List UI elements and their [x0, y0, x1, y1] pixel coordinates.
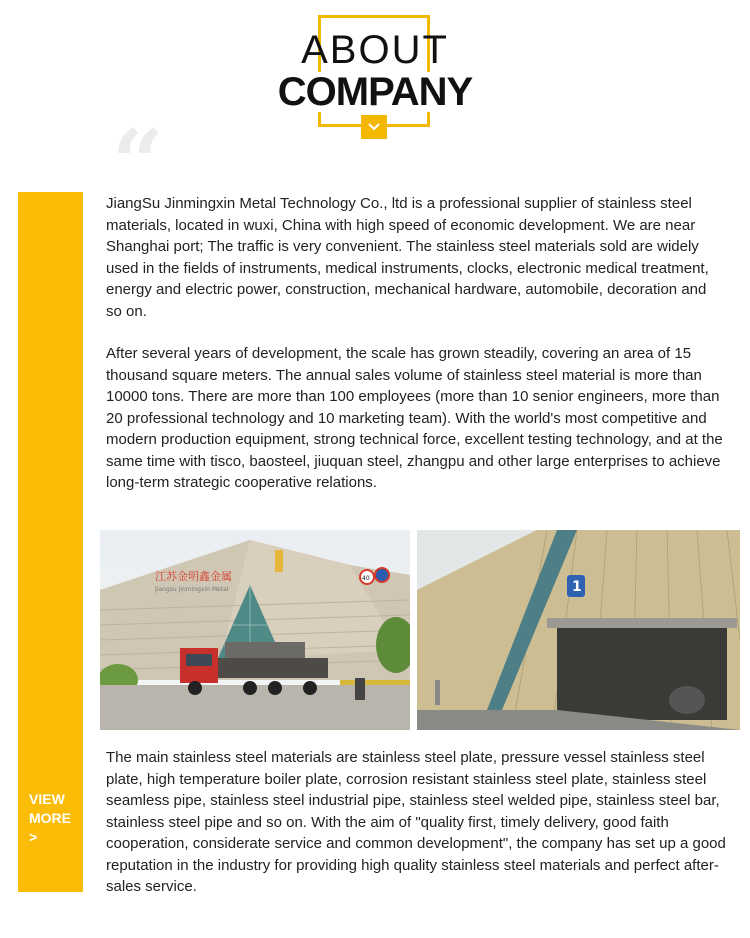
intro-paragraph: JiangSu Jinmingxin Metal Technology Co., ltd is a professional supplier of stainless steel materials, located in wuxi, China with high speed of economic development. We are near Shanghai port; The traffic is very convenient. The stainless steel materials sold are widely used in the fields of instruments, medical instruments, clocks, electronic medical treatment, energy and electric power, construction, mechanical hardware, automobile, decoration and so on.	[106, 195, 709, 320]
view-more-label-1: VIEW	[29, 791, 65, 807]
heading-about: ABOUT	[301, 28, 449, 72]
view-more-arrow: >	[29, 829, 38, 845]
products-paragraph: The main stainless steel materials are stainless steel plate, pressure vessel stainless steel plate, high temperature boiler plate, corrosion resistant stainless steel plate, stainless steel seamless pipe, stainless steel industrial pipe, stainless steel welded pipe, stainless steel bar, stainless steel pipe and so on. With the aim of "quality first, timely delivery, good faith cooperation, considerate service and common development", the company has set up a good reputation in the industry for providing high quality stainless steel materials and perfect after-sales service.	[106, 749, 726, 895]
side-accent-bar	[18, 192, 83, 892]
photo-door-number: 1	[572, 579, 582, 595]
photo-sign-cn: 江苏金明鑫金属	[155, 570, 232, 583]
heading-company: COMPANY	[277, 70, 473, 114]
photo-speed-sign: 40	[362, 575, 370, 582]
view-more-link[interactable]	[29, 790, 79, 847]
development-paragraph: After several years of development, the scale has grown steadily, covering an area of 15 thousand square meters. The annual sales volume of stainless steel material is more than 10000 tons. There are more than 100 employees (more than 10 senior engineers, more than 20 professional technology and 10 marketing team). With the world's most competitive and modern production equipment, strong technical force, excellent testing technology, and at the same time with tisco, baosteel, jiuquan steel, zhangpu and other large enterprises to achieve long-term strategic cooperative relations.	[106, 345, 723, 491]
quote-mark-icon: “	[112, 110, 164, 216]
view-more-label-2: MORE	[29, 810, 71, 826]
factory-front-photo	[100, 530, 410, 730]
photo-sign-en: Jiangsu Jinmingxin Metal	[155, 586, 229, 593]
warehouse-entrance-photo	[417, 530, 740, 730]
chevron-down-icon[interactable]	[361, 115, 387, 139]
